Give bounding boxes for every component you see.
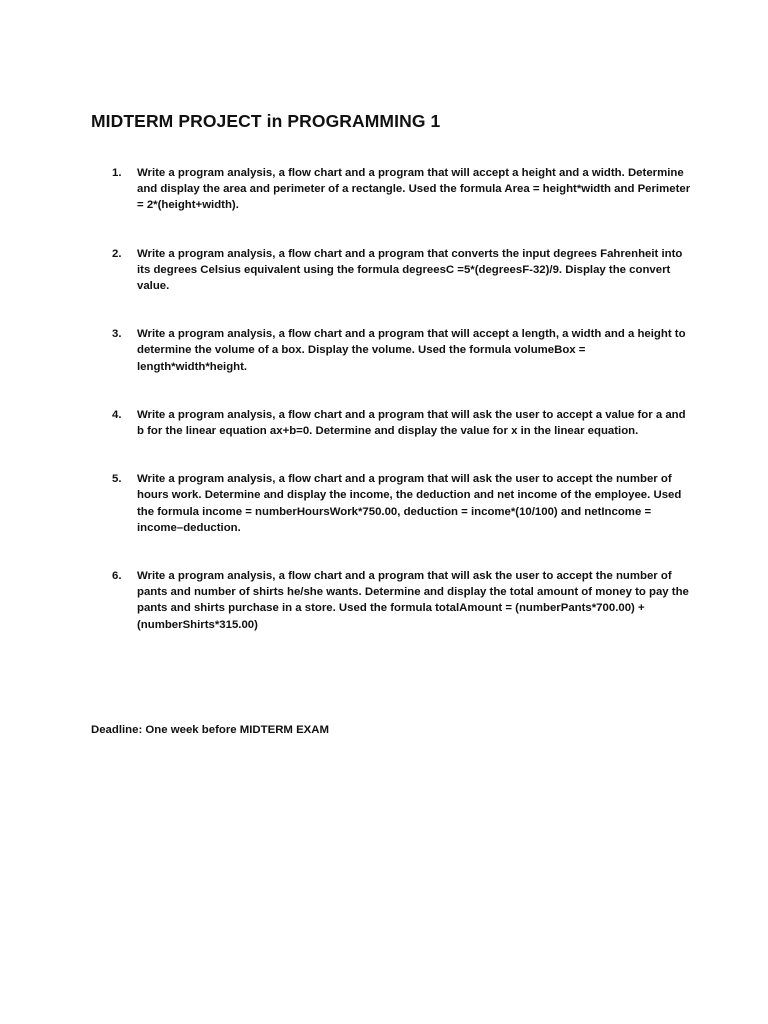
task-number: 6. <box>112 570 122 583</box>
task-item <box>91 471 691 536</box>
task-number: 4. <box>112 408 122 421</box>
document-title: MIDTERM PROJECT in PROGRAMMING 1 <box>91 111 441 131</box>
task-item <box>91 246 691 295</box>
task-number: 1. <box>112 167 122 179</box>
task-text: Write a program analysis, a flow chart and a program that will accept a length, a width and a height to determine the volume of a box. Display the volume. Used the formula volumeBox = length*width*height. <box>137 328 686 373</box>
task-item <box>91 326 691 375</box>
task-number: 5. <box>112 473 122 486</box>
task-text: Write a program analysis, a flow chart and a program that will ask the user to accept a value for a and b for the linear equation ax+b=0. Determine and display the value for x in the linear equation. <box>137 408 686 438</box>
task-number: 3. <box>112 328 122 341</box>
task-text: Write a program analysis, a flow chart and a program that will ask the user to accept the number of hours work. Determine and display the income, the deduction and net income of the employee. Used the formula income = numberHoursWork*750.00, deduction = income*(10/100) and netIncome = income–deduction. <box>137 473 682 534</box>
task-item <box>91 568 691 633</box>
task-number: 2. <box>112 247 122 260</box>
task-item <box>91 407 691 439</box>
task-text: Write a program analysis, a flow chart and a program that converts the input degrees Fahrenheit into its degrees Celsius equivalent using the formula degreesC =5*(degreesF-32)/9. Display the convert value. <box>137 247 683 293</box>
task-text: Write a program analysis, a flow chart and a program that will accept a height and a width. Determine and display the area and perimeter of a rectangle. Used the formula Area = height*width and Perimeter = 2*(height+width). <box>137 167 691 212</box>
task-item <box>91 165 691 214</box>
task-text: Write a program analysis, a flow chart and a program that will ask the user to accept the number of pants and number of shirts he/she wants. Determine and display the total amount of money to pay the pants and shirts purchase in a store. Used the formula totalAmount = (numberPants*700.00) + (numberShirts*315.00) <box>137 570 689 631</box>
task-list <box>91 165 691 665</box>
deadline-note: Deadline: One week before MIDTERM EXAM <box>91 724 329 736</box>
